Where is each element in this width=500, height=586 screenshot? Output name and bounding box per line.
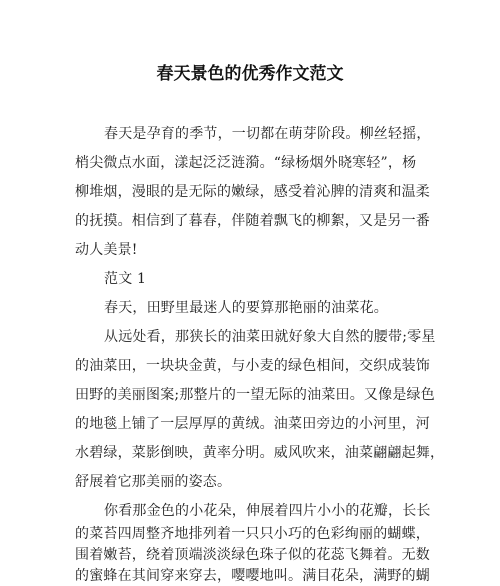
paragraph-line: 的蜜蜂在其间穿来穿去，嘤嘤地叫。满目花朵，满野的蝴 [75, 568, 430, 584]
paragraph-line: 动人美景! [75, 242, 138, 258]
paragraph-line: 你看那金色的小花朵，伸展着四片小小的花瓣，长长 [104, 503, 431, 519]
paragraph-line: 水碧绿，菜影倒映，黄率分明。威风吹来，油菜翩翩起舞， [75, 445, 445, 461]
paragraph-line: 柳堆烟，漫眼的是无际的嫩绿，感受着沁脾的清爽和温柔 [75, 184, 430, 200]
paragraph-line: 梢尖微点水面，漾起泛泛涟漪。“绿杨烟外晓寒轻”，杨 [75, 155, 417, 171]
paragraph-line: 的抚摸。相信到了暮春，伴随着飘飞的柳絮，又是另一番 [75, 213, 430, 229]
paragraph-line: 从远处看，那狭长的油菜田就好象大自然的腰带;零星 [104, 329, 436, 345]
paragraph-line: 的油菜田，一块块金黄，与小麦的绿色相间，交织成装饰 [75, 358, 430, 374]
document-title: 春天景色的优秀作文范文 [156, 64, 344, 84]
paragraph-line: 围着嫩苔，绕着顶端淡淡绿色珠子似的花蕊飞舞着。无数 [75, 547, 430, 563]
section-heading: 范文 1 [104, 271, 147, 287]
paragraph-line: 的地毯上铺了一层厚厚的黄绒。油菜田旁边的小河里，河 [75, 416, 430, 432]
paragraph-line: 的菜苔四周整齐地排列着一只只小巧的色彩绚丽的蝴蝶， [75, 526, 430, 542]
paragraph-line: 春天，田野里最迷人的要算那艳丽的油菜花。 [104, 300, 388, 316]
paragraph-line: 田野的美丽图案;那整片的一望无际的油菜田。又像是绿色 [75, 387, 435, 403]
paragraph-line: 舒展着它那美丽的姿态。 [75, 474, 232, 490]
paragraph-line: 春天是孕育的季节，一切都在萌芽阶段。柳丝轻摇， [104, 126, 431, 142]
